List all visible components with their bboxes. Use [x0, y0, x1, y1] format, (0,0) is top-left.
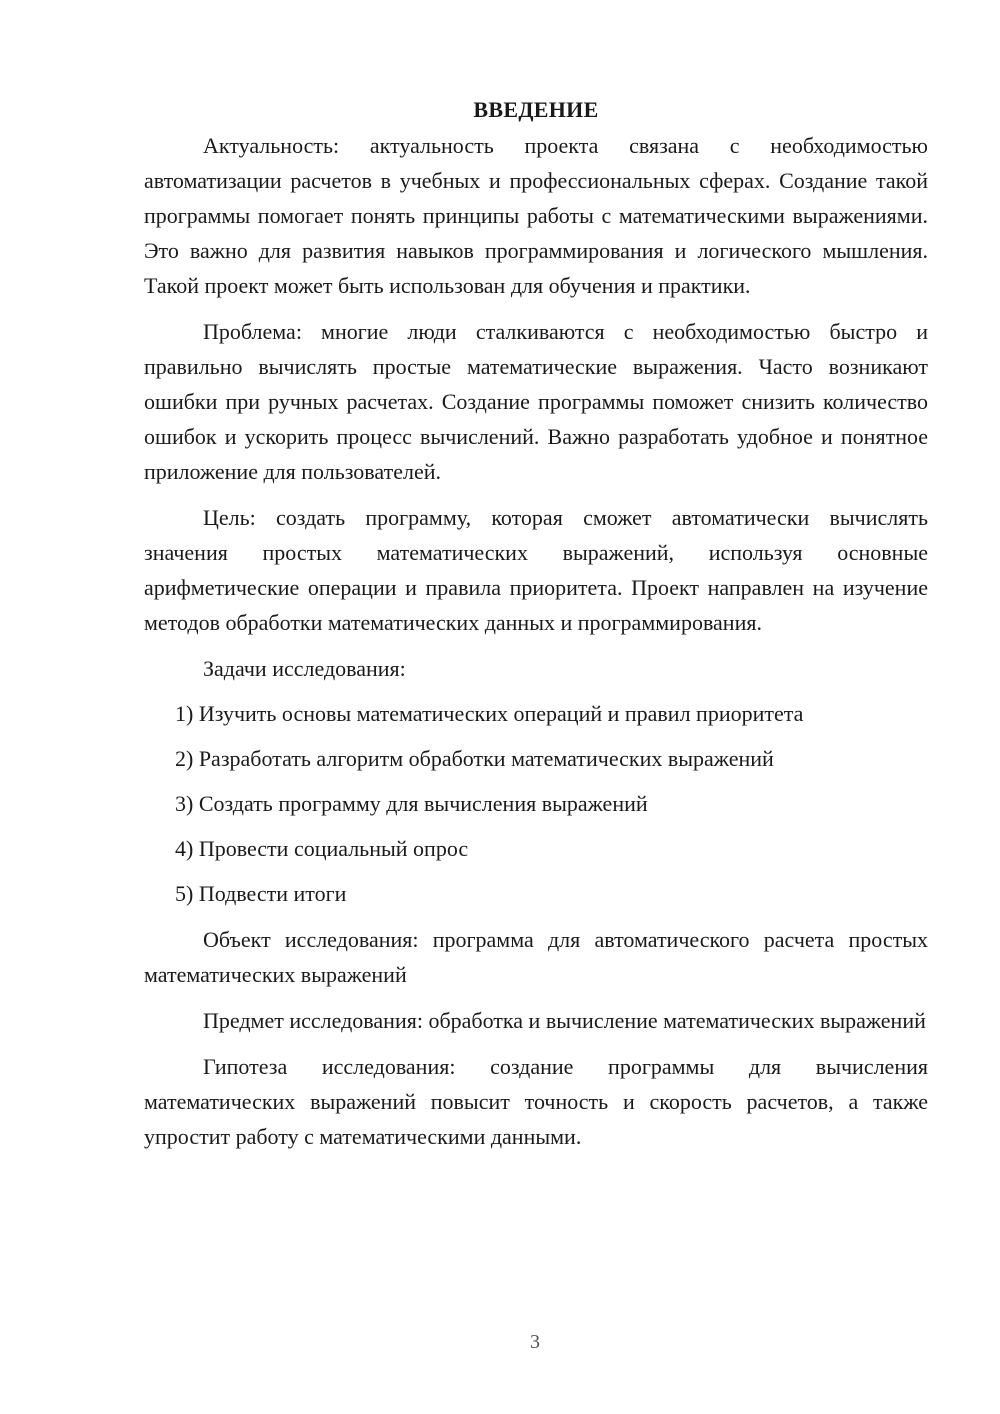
- document-page: [144, 92, 928, 1154]
- list-item: 1) Изучить основы математических операций и правил приоритета: [175, 701, 804, 726]
- list-item: 5) Подвести итоги: [175, 881, 347, 906]
- research-object-paragraph: Объект исследования: программа для автоматического расчета простых математических выражений: [144, 927, 928, 987]
- hypothesis-paragraph: Гипотеза исследования: создание программы для вычисления математических выражений повысит точность и скорость расчетов, а также упростит работу с математическими данными.: [144, 1054, 928, 1149]
- list-item: 4) Провести социальный опрос: [175, 836, 469, 861]
- list-item: 3) Создать программу для вычисления выражений: [175, 791, 648, 816]
- page-title: ВВЕДЕНИЕ: [473, 97, 599, 122]
- tasks-heading: Задачи исследования:: [203, 656, 406, 681]
- goal-paragraph: Цель: создать программу, которая сможет автоматически вычислять значения простых математических выражений, используя основные арифметические операции и правила приоритета. Проект направлен на изучение методов обработки математических данных и программирования.: [144, 505, 928, 635]
- task-list: [144, 696, 928, 911]
- relevance-paragraph: Актуальность: актуальность проекта связана с необходимостью автоматизации расчетов в учебных и профессиональных сферах. Создание такой программы помогает понять принципы работы с математическими выражениями. Это важно для развития навыков программирования и логического мышления. Такой проект может быть использован для обучения и практики.: [144, 133, 928, 298]
- research-subject-paragraph: Предмет исследования: обработка и вычисление математических выражений: [203, 1008, 926, 1033]
- problem-paragraph: Проблема: многие люди сталкиваются с необходимостью быстро и правильно вычислять простые математические выражения. Часто возникают ошибки при ручных расчетах. Создание программы поможет снизить количество ошибок и ускорить процесс вычислений. Важно разработать удобное и понятное приложение для пользователей.: [144, 319, 928, 484]
- page-number: 3: [530, 1331, 540, 1353]
- list-item: 2) Разработать алгоритм обработки математических выражений: [175, 746, 774, 771]
